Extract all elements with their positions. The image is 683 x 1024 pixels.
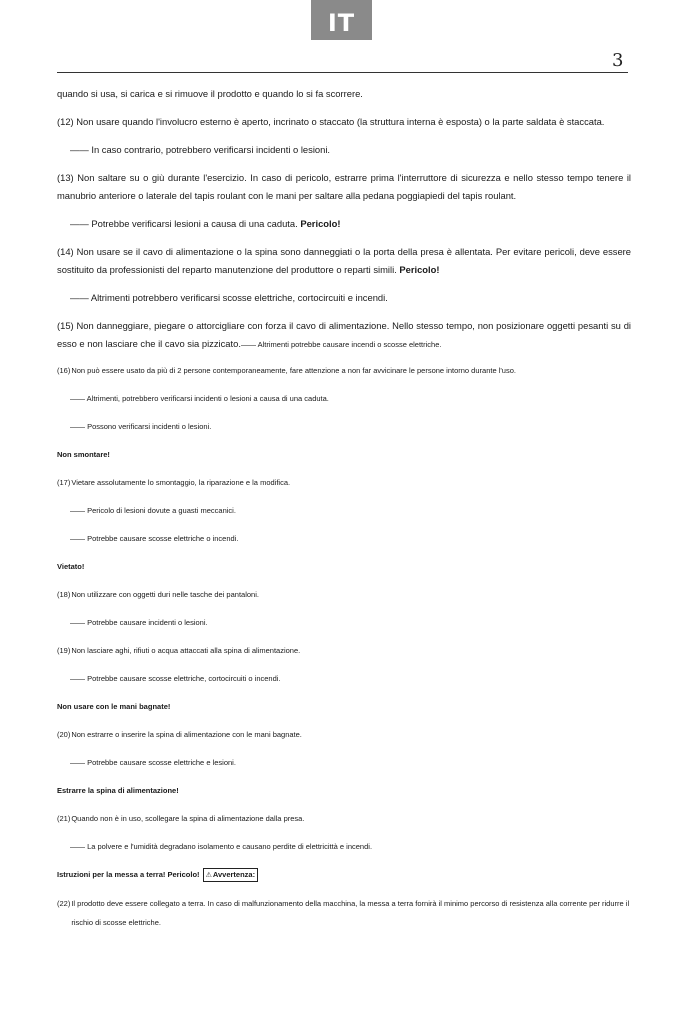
item-number: (18) <box>57 590 71 599</box>
item-21-consequence: —— La polvere e l'umidità degradano isolamento e causano perdite di elettricittà e incendi. <box>70 842 373 851</box>
item-18 <box>57 588 631 602</box>
item-text: Non può essere usato da più di 2 persone contemporaneamente, fare attenzione a non far avvicinare le persone intorno durante l'uso. <box>71 366 516 375</box>
item-number: (19) <box>57 646 71 655</box>
item-21 <box>57 812 631 826</box>
paragraph-14-text: (14) Non usare se il cavo di alimentazione o la spina sono danneggiati o la porta della presa è allentata. Per evitare pericoli, deve essere sostituito da professionisti del reparto manutenzione del produttore o reparti simili. <box>57 246 631 275</box>
danger-label: Pericolo! <box>399 264 440 275</box>
paragraph-12-consequence: —— In caso contrario, potrebbero verificarsi incidenti o lesioni. <box>70 144 331 155</box>
paragraph-15-consequence: —— Altrimenti potrebbe causare incendi o scosse elettriche. <box>240 340 442 349</box>
item-text: Quando non è in uso, scollegare la spina di alimentazione dalla presa. <box>71 814 305 823</box>
header-rule <box>57 72 628 73</box>
item-17 <box>57 476 631 490</box>
section-heading-wet-hands: Non usare con le mani bagnate! <box>57 702 171 711</box>
language-tab: IT <box>311 0 372 40</box>
paragraph-12: (12) Non usare quando l'involucro esterno è aperto, incrinato o staccato (la struttura interna è esposta) o la parte saldata è staccata. <box>57 116 605 127</box>
item-18-consequence: —— Potrebbe causare incidenti o lesioni. <box>70 618 208 627</box>
item-19 <box>57 644 631 658</box>
item-number: (17) <box>57 478 71 487</box>
item-text: Non estrarre o inserire la spina di alimentazione con le mani bagnate. <box>71 730 302 739</box>
grounding-heading-text: Istruzioni per la messa a terra! Pericolo! <box>57 870 200 879</box>
item-16 <box>57 364 631 378</box>
item-number: (22) <box>57 899 71 908</box>
item-17-consequence-2: —— Potrebbe causare scosse elettriche o incendi. <box>70 534 239 543</box>
item-16-consequence-1: —— Altrimenti, potrebbero verificarsi incidenti o lesioni a causa di una caduta. <box>70 394 329 403</box>
paragraph-14 <box>57 243 631 279</box>
item-text: Non lasciare aghi, rifiuti o acqua attaccati alla spina di alimentazione. <box>71 646 301 655</box>
section-heading-unplug: Estrarre la spina di alimentazione! <box>57 786 179 795</box>
item-16-consequence-2: —— Possono verificarsi incidenti o lesioni. <box>70 422 212 431</box>
section-heading-forbidden: Vietato! <box>57 562 85 571</box>
warning-icon: ⚠ <box>205 872 212 879</box>
paragraph-14-consequence: —— Altrimenti potrebbero verificarsi scosse elettriche, cortocircuiti e incendi. <box>70 292 388 303</box>
item-19-consequence: —— Potrebbe causare scosse elettriche, cortocircuiti o incendi. <box>70 674 281 683</box>
paragraph-continuation: quando si usa, si carica e si rimuove il prodotto e quando lo si fa scorrere. <box>57 88 363 99</box>
danger-label: Pericolo! <box>300 218 341 229</box>
section-heading-no-disassemble: Non smontare! <box>57 450 110 459</box>
item-number: (16) <box>57 366 71 375</box>
page-content <box>57 85 631 932</box>
item-20 <box>57 728 631 742</box>
item-text: Non utilizzare con oggetti duri nelle tasche dei pantaloni. <box>71 590 259 599</box>
item-number: (21) <box>57 814 71 823</box>
item-number: (20) <box>57 730 71 739</box>
paragraph-13-consequence-text: —— Potrebbe verificarsi lesioni a causa di una caduta. <box>70 218 298 229</box>
item-22 <box>57 894 631 932</box>
page-number: 3 <box>612 50 624 71</box>
item-17-consequence-1: —— Pericolo di lesioni dovute a guasti meccanici. <box>70 506 236 515</box>
paragraph-15-text: (15) Non danneggiare, piegare o attorcigliare con forza il cavo di alimentazione. Nello stesso tempo, non posizionare oggetti pesanti su di esso e non lasciare che il cavo sia pizzicato. <box>57 320 631 349</box>
warning-box <box>203 868 259 882</box>
paragraph-15 <box>57 317 631 353</box>
paragraph-13: (13) Non saltare su o giù durante l'esercizio. In caso di pericolo, estrarre prima l'interruttore di sicurezza e nello stesso tempo tenere il manubrio anteriore o laterale del tapis roulant con le mani per saltare alla pedana poggiapiedi del tapis roulant. <box>57 172 631 201</box>
item-20-consequence: —— Potrebbe causare scosse elettriche e lesioni. <box>70 758 236 767</box>
paragraph-13-consequence <box>57 215 631 233</box>
warning-label: Avvertenza: <box>212 870 256 879</box>
section-heading-grounding <box>57 868 631 882</box>
item-text: Vietare assolutamente lo smontaggio, la riparazione e la modifica. <box>71 478 291 487</box>
item-text: Il prodotto deve essere collegato a terra. In caso di malfunzionamento della macchina, la messa a terra fornirà il minimo percorso di resistenza alla corrente per ridurre il rischio di scosse elettriche. <box>71 899 630 927</box>
